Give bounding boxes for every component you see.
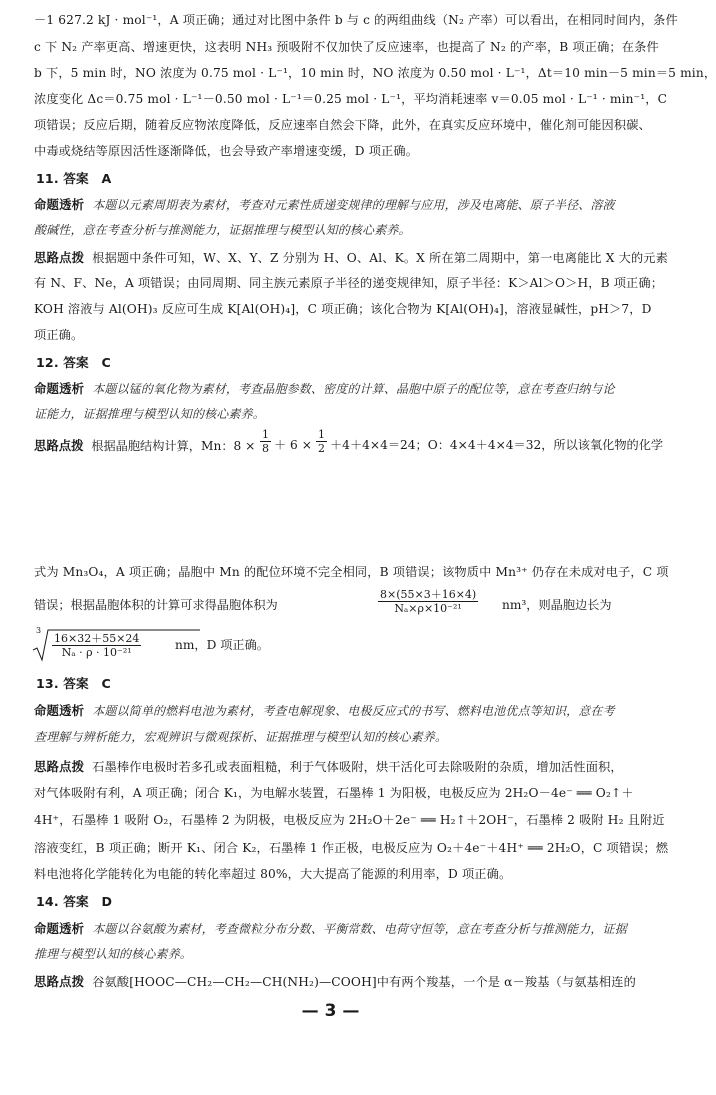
q12-analysis-text: 本题以锰的氧化物为素材，考查晶胞参数、密度的计算、晶胞中原子的配位等，意在考查归纳与论: [92, 382, 615, 396]
fraction-numerator: 1: [318, 428, 325, 441]
q14-hint-label: 思路点拨: [34, 974, 85, 989]
q12-hint-line-4: nm，D 项正确。: [175, 638, 269, 652]
fraction-denominator: 8: [262, 442, 269, 455]
intro-line-4: 浓度变化 Δc＝0.75 mol · L⁻¹－0.50 mol · L⁻¹＝0.25 mol · L⁻¹，平均消耗速率 v＝0.05 mol · L⁻¹ · min⁻¹，C: [34, 92, 668, 106]
q11-analysis-line-1: [34, 196, 646, 214]
q11-analysis-label: 命题透析: [34, 197, 85, 212]
q13-hint-line-3: 4H⁺，石墨棒 1 吸附 O₂，石墨棒 2 为阴极，电极反应为 2H₂O＋2e⁻ ══ H₂↑＋2OH⁻，石墨棒 2 吸附 H₂ 且附近: [34, 813, 665, 827]
cube-root-expression: [30, 628, 270, 662]
q11-analysis-text: 本题以元素周期表为素材，考查对元素性质递变规律的理解与应用，涉及电离能、原子半径、溶液: [92, 198, 615, 212]
root-index: 3: [36, 626, 42, 635]
q14-hint-text: 谷氨酸[HOOC—CH₂—CH₂—CH(NH₂)—COOH]中有两个羧基，一个是 α－羧基（与氨基相连的: [92, 975, 636, 989]
q11-hint-line-3: KOH 溶液与 Al(OH)₃ 反应可生成 K[Al(OH)₄]，C 项正确；该化合物为 K[Al(OH)₄]，溶液显碱性，pH＞7，D: [34, 302, 652, 316]
q12-hint-label: 思路点拨: [34, 438, 84, 453]
q11-hint-line-2: 有 N、F、Ne，A 项错误；由同周期、同主族元素原子半径的递变规律知，原子半径：K＞Al＞O＞H，B 项正确；: [34, 276, 664, 290]
cell-volume-fraction: [378, 588, 478, 615]
q13-answer-heading: 13. 答案 C: [36, 676, 111, 691]
fraction-one-eighth: [260, 428, 271, 455]
q14-analysis-label: 命题透析: [34, 921, 85, 936]
q12-answer-heading: 12. 答案 C: [36, 355, 111, 370]
fraction-one-half: [316, 428, 327, 455]
q11-hint-text: 根据题中条件可知，W、X、Y、Z 分别为 H、O、Al、K。X 所在第二周期中，第一电离能比 X 大的元素: [92, 251, 668, 265]
q12-hint-line-1: [34, 437, 255, 455]
q12-analysis-line-1: [34, 380, 646, 398]
q14-answer-heading: 14. 答案 D: [36, 894, 113, 909]
fraction-numerator: 1: [262, 428, 269, 441]
page-number: — 3 —: [301, 1001, 360, 1021]
q12-hint-line-2: 式为 Mn₃O₄，A 项正确；晶胞中 Mn 的配位环境不完全相同，B 项错误；该物质中 Mn³⁺ 仍存在未成对电子，C 项: [34, 565, 669, 579]
intro-line-3: b 下，5 min 时，NO 浓度为 0.75 mol · L⁻¹，10 min 时，NO 浓度为 0.50 mol · L⁻¹，Δt＝10 min－5 min＝5 min，: [34, 66, 716, 80]
fraction-denominator: Nₐ · ρ · 10⁻²¹: [61, 646, 132, 659]
q12-hint-line-3a: 错误；根据晶胞体积的计算可求得晶胞体积为: [34, 598, 278, 612]
q13-hint-text: 石墨棒作电极时若多孔或表面粗糙，利于气体吸附，烘干活化可去除吸附的杂质，增加活性面积，: [92, 760, 623, 774]
q11-answer-heading: 11. 答案 A: [36, 171, 112, 186]
q14-hint-line-1: [34, 973, 646, 991]
cube-root-fraction: [52, 632, 141, 659]
fraction-numerator: 16×32＋55×24: [54, 632, 140, 645]
q14-analysis-text: 本题以谷氨酸为素材，考查微粒分布分数、平衡常数、电荷守恒等，意在考查分析与推测能力，证据: [92, 922, 627, 936]
q12-hint-text: 根据晶胞结构计算，Mn：8 ×: [91, 439, 256, 453]
q13-analysis-line-1: [34, 702, 646, 720]
intro-line-5: 项错误；反应后期，随着反应物浓度降低，反应速率自然会下降，此外，在真实反应环境中，催化剂可能因积碳、: [34, 118, 651, 132]
q12-analysis-label: 命题透析: [34, 381, 85, 396]
q13-analysis-text: 本题以简单的燃料电池为素材，考查电解现象、电极反应式的书写、燃料电池优点等知识，意在考: [92, 704, 615, 718]
q14-analysis-line-1: [34, 920, 646, 938]
q13-analysis-line-2: 查理解与辨析能力，宏观辨识与微观探析、证据推理与模型认知的核心素养。: [34, 730, 448, 744]
q13-hint-line-2: 对气体吸附有利，A 项正确；闭合 K₁，为电解水装置，石墨棒 1 为阳极，电极反应为 2H₂O－4e⁻ ══ O₂↑＋: [34, 786, 634, 800]
q11-hint-line-1: [34, 249, 668, 267]
q11-hint-label: 思路点拨: [34, 250, 85, 265]
fraction-numerator: 8×(55×3＋16×4): [380, 588, 477, 601]
q12-hint-calc: ＋4＋4×4＝24；O：4×4＋4×4＝32，所以该氧化物的化学: [330, 438, 664, 452]
q13-hint-label: 思路点拨: [34, 759, 85, 774]
intro-line-2: c 下 N₂ 产率更高、增速更快，这表明 NH₃ 预吸附不仅加快了反应速率，也提高了 N₂ 的产率，B 项正确；在条件: [34, 40, 659, 54]
q14-analysis-line-2: 推理与模型认知的核心素养。: [34, 947, 192, 961]
q13-hint-line-5: 料电池将化学能转化为电能的转化率超过 80%，大大提高了能源的利用率，D 项正确。: [34, 867, 512, 881]
q13-hint-line-1: [34, 758, 646, 776]
q11-hint-line-4: 项正确。: [34, 328, 84, 342]
fraction-denominator: Nₐ×ρ×10⁻²¹: [394, 602, 462, 615]
q13-hint-line-4: 溶液变红，B 项正确；断开 K₁、闭合 K₂，石墨棒 1 作正极，电极反应为 O₂＋4e⁻＋4H⁺ ══ 2H₂O，C 项错误；燃: [34, 841, 669, 855]
intro-line-1: －1 627.2 kJ · mol⁻¹，A 项正确；通过对比图中条件 b 与 c 的两组曲线（N₂ 产率）可以看出，在相同时间内，条件: [34, 13, 678, 27]
q12-hint-line-3b: nm³，则晶胞边长为: [502, 598, 612, 612]
q11-analysis-line-2: 酸碱性，意在考查分析与推测能力，证据推理与模型认知的核心素养。: [34, 223, 411, 237]
q12-analysis-line-2: 证能力，证据推理与模型认知的核心素养。: [34, 407, 265, 421]
intro-line-6: 中毒或烧结等原因活性逐渐降低，也会导致产率增速变缓，D 项正确。: [34, 144, 419, 158]
q13-analysis-label: 命题透析: [34, 703, 85, 718]
plus-six-times: ＋ 6 ×: [274, 438, 312, 452]
fraction-denominator: 2: [318, 442, 325, 455]
